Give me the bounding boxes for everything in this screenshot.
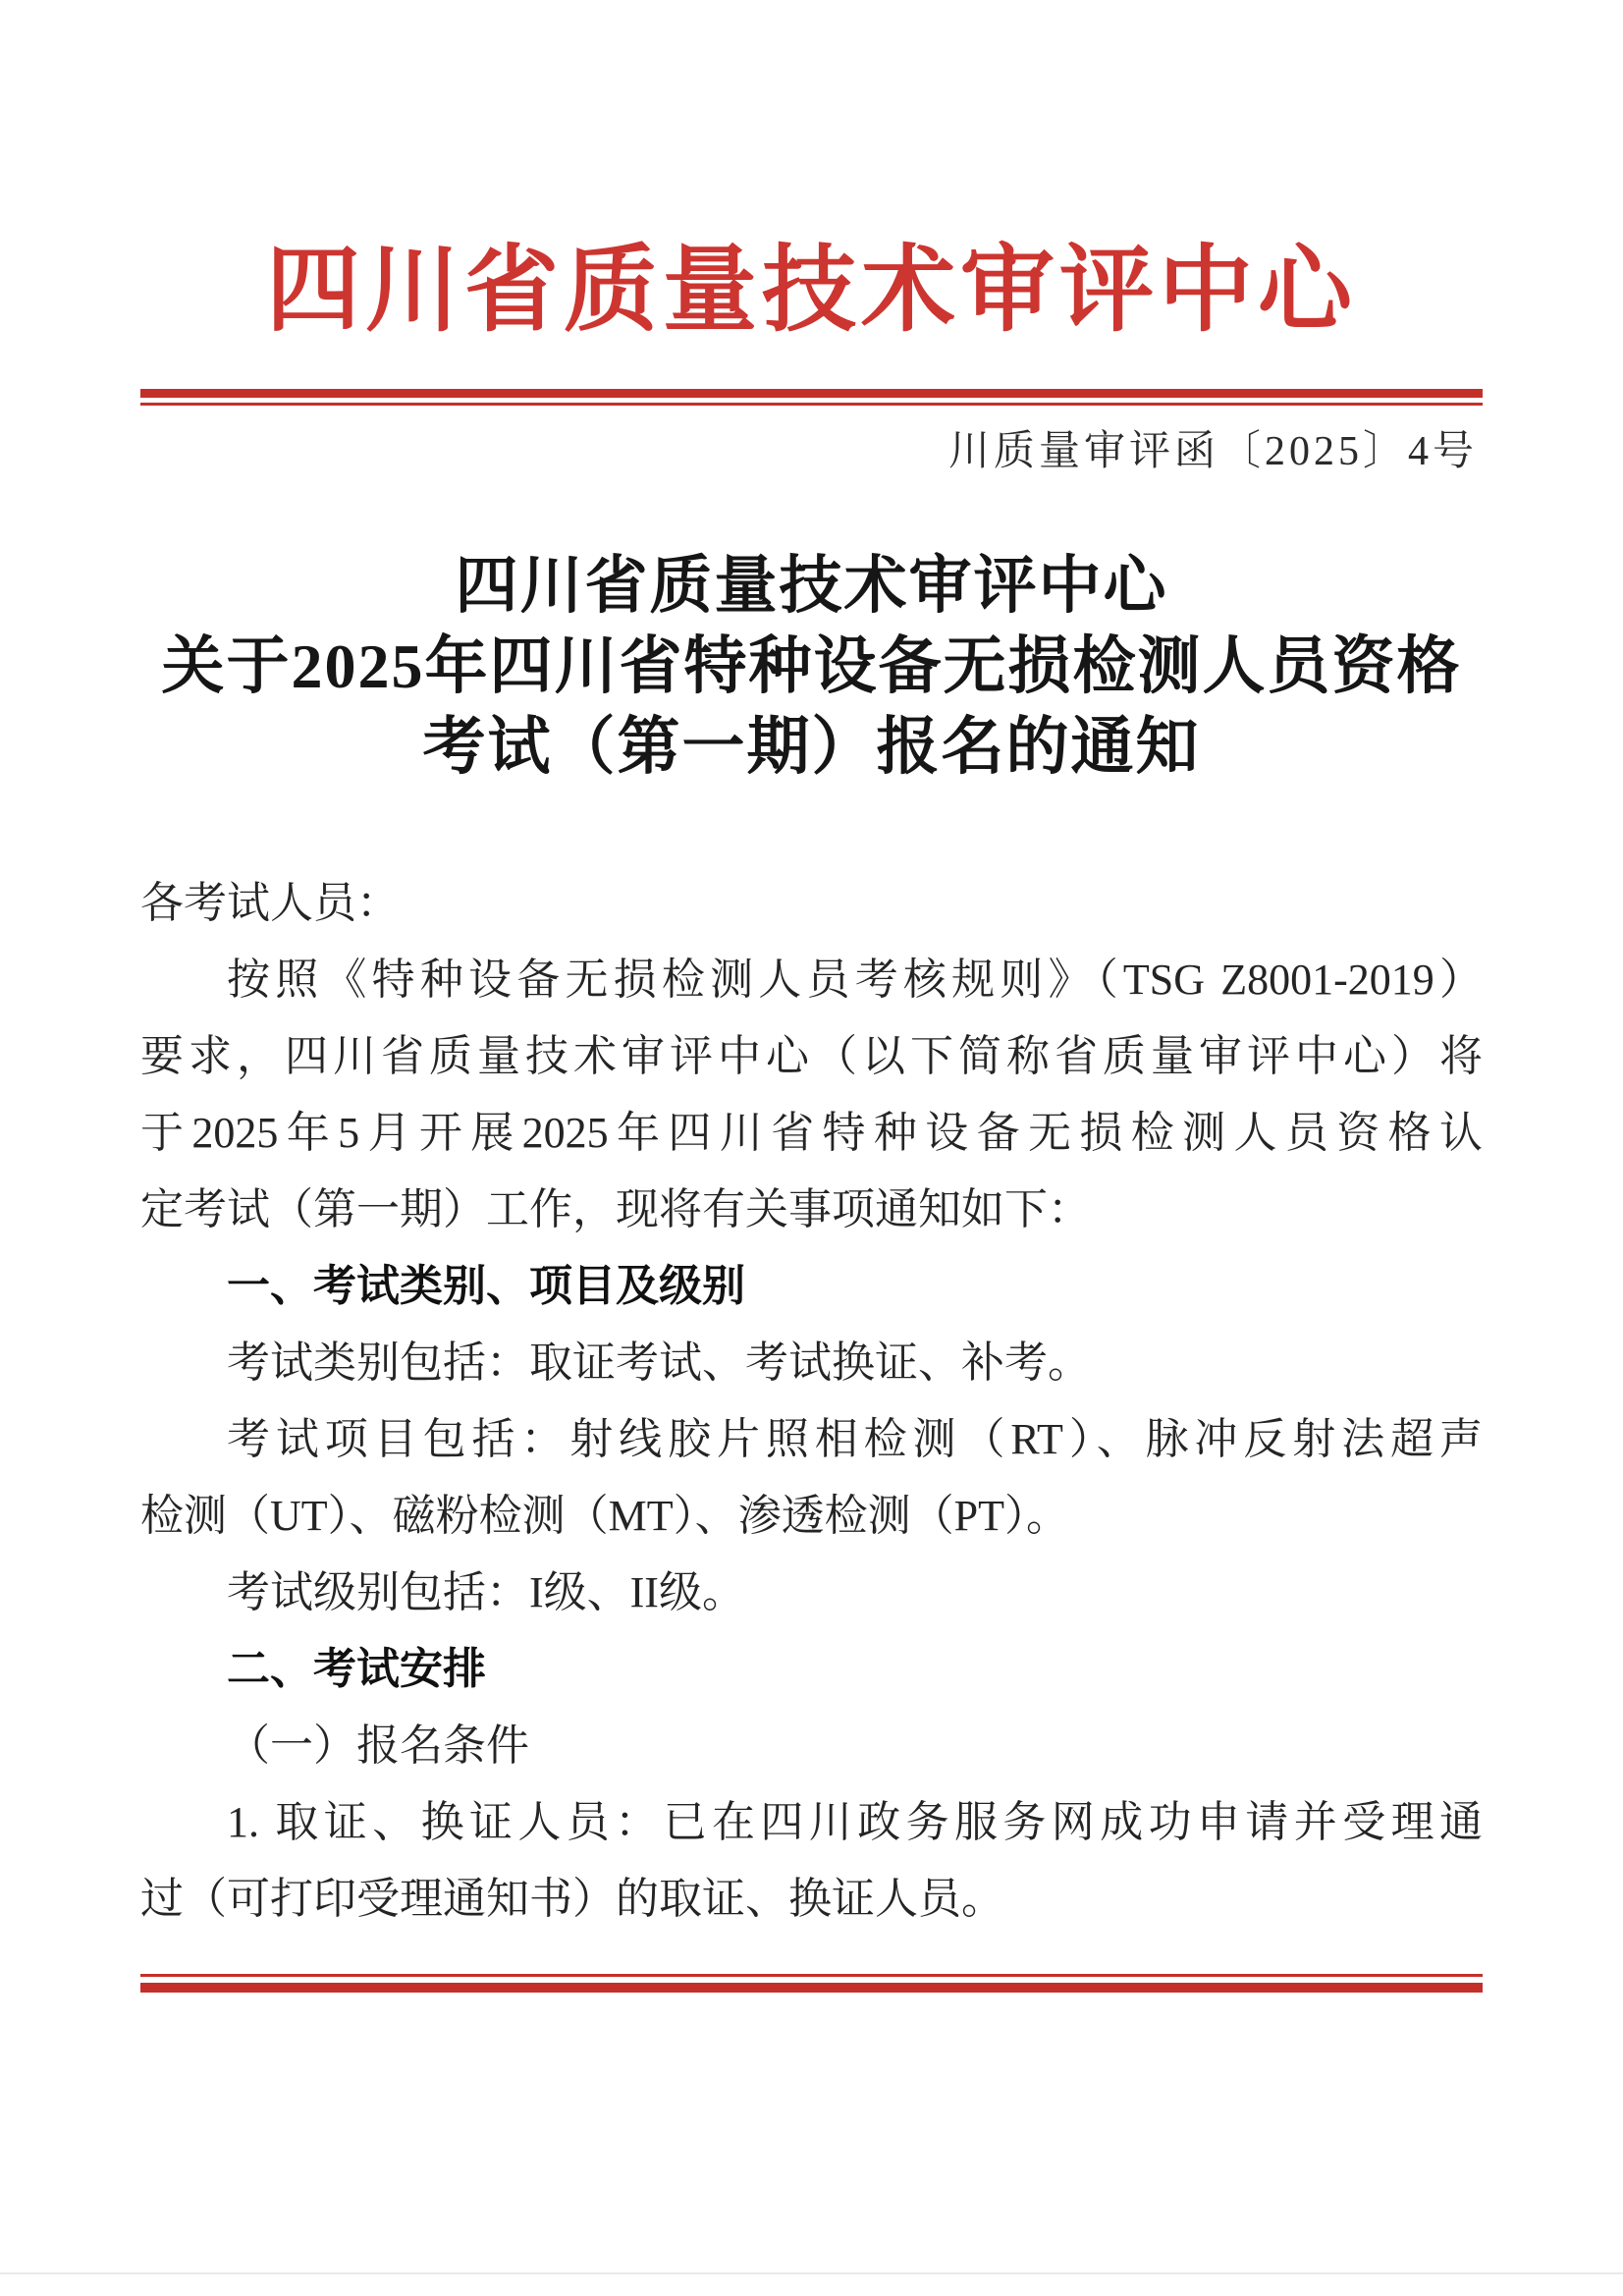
notice-title-line-1: 四川省质量技术审评中心 xyxy=(455,551,1168,621)
notice-title-line-3: 考试（第一期）报名的通知 xyxy=(422,712,1201,782)
body-line: （一）报名条件 xyxy=(227,1722,529,1770)
document-body xyxy=(140,865,1483,1938)
body-line: 于2025年5月开展2025年四川省特种设备无损检测人员资格认 xyxy=(140,1109,1483,1157)
scan-edge-artifact xyxy=(0,2272,1623,2274)
notice-title-line-2: 关于2025年四川省特种设备无损检测人员资格 xyxy=(161,631,1462,701)
header-divider-thick-line xyxy=(140,389,1483,398)
footer-divider-thick-line xyxy=(140,1983,1483,1993)
body-line: 一、考试类别、项目及级别 xyxy=(227,1262,745,1310)
document-number: 川质量审评函〔2025〕4号 xyxy=(947,429,1478,474)
body-line: 考试级别包括：I级、II级。 xyxy=(227,1568,745,1616)
body-line: 检测（UT）、磁粉检测（MT）、渗透检测（PT）。 xyxy=(140,1492,1069,1540)
header-divider-thin-line xyxy=(140,403,1483,406)
body-line: 按照《特种设备无损检测人员考核规则》（TSG Z8001-2019） xyxy=(227,956,1483,1004)
footer-divider xyxy=(140,1974,1483,1993)
body-line: 过（可打印受理通知书）的取证、换证人员。 xyxy=(140,1875,1004,1923)
body-line: 1. 取证、换证人员：已在四川政务服务网成功申请并受理通 xyxy=(227,1798,1483,1846)
body-line: 定考试（第一期）工作，现将有关事项通知如下： xyxy=(140,1185,1091,1233)
header-divider xyxy=(140,389,1483,406)
letterhead-title: 四川省质量技术审评中心 xyxy=(266,238,1357,343)
body-line: 考试类别包括：取证考试、考试换证、补考。 xyxy=(227,1339,1091,1387)
body-line: 各考试人员： xyxy=(140,879,400,927)
body-line: 考试项目包括：射线胶片照相检测（RT）、脉冲反射法超声 xyxy=(227,1415,1483,1463)
body-line: 要求，四川省质量技术审评中心（以下简称省质量审评中心）将 xyxy=(140,1032,1483,1080)
notice-title xyxy=(81,546,1542,788)
body-line: 二、考试安排 xyxy=(227,1645,486,1693)
